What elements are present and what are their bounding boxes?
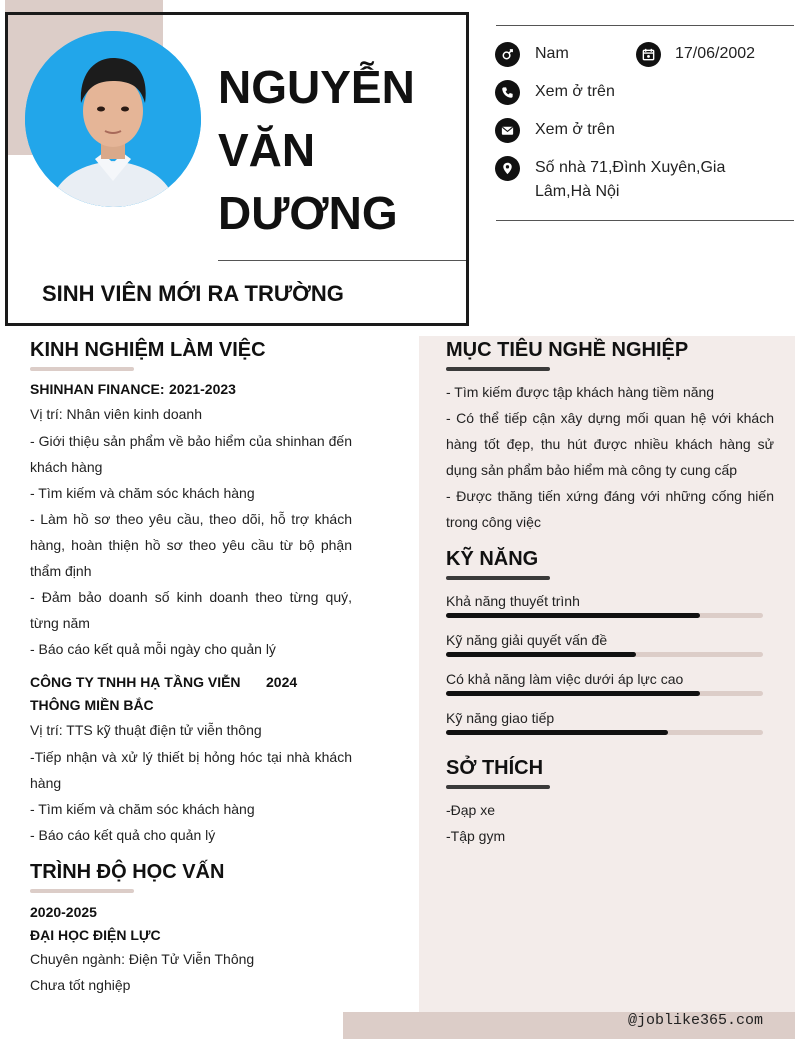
objective-list xyxy=(446,379,774,535)
profile-photo xyxy=(25,31,201,207)
skill-1-bar xyxy=(446,613,763,618)
hobby-item: -Đạp xe xyxy=(446,802,496,818)
job-2-position: Vị trí: TTS kỹ thuật điện tử viễn thông xyxy=(30,722,262,738)
phone-value: Xem ở trên xyxy=(535,83,615,100)
skill-2-label: Kỹ năng giải quyết vấn đề xyxy=(446,632,608,648)
education-status: Chưa tốt nghiệp xyxy=(30,977,131,993)
skill-3-fill xyxy=(446,691,700,696)
job-2-company-line-1: CÔNG TY TNHH HẠ TẦNG VIỄN xyxy=(30,674,241,690)
list-item: - Báo cáo kết quả cho quản lý xyxy=(30,827,216,843)
name-line-3: DƯƠNG xyxy=(218,187,398,239)
list-item: - Giới thiệu sản phẩm về bảo hiểm của shinhan đến khách hàng xyxy=(30,433,352,475)
location-icon xyxy=(495,156,520,181)
skill-4-fill xyxy=(446,730,668,735)
experience-heading: KINH NGHIỆM LÀM VIỆC xyxy=(30,339,266,361)
skill-1-fill xyxy=(446,613,700,618)
list-item: - Tìm kiếm được tập khách hàng tiềm năng xyxy=(446,384,715,400)
education-period: 2020-2025 xyxy=(30,904,97,920)
name-line-2: VĂN xyxy=(218,124,316,176)
candidate-name xyxy=(218,56,415,245)
list-item: - Tìm kiếm và chăm sóc khách hàng xyxy=(30,801,255,817)
list-item: - Được thăng tiến xứng đáng với những cống hiến trong công việc xyxy=(446,488,774,530)
gender-value: Nam xyxy=(535,45,569,62)
education-heading: TRÌNH ĐỘ HỌC VẤN xyxy=(30,861,225,883)
objective-heading: MỤC TIÊU NGHỀ NGHIỆP xyxy=(446,339,689,361)
job-1-period: 2021-2023 xyxy=(169,381,236,397)
education-underline xyxy=(30,889,134,893)
list-item: - Đảm bảo doanh số kinh doanh theo từng quý, từng năm xyxy=(30,589,352,631)
skill-1-label: Khả năng thuyết trình xyxy=(446,593,580,609)
watermark: @joblike365.com xyxy=(628,1012,764,1029)
job-2-duties xyxy=(30,744,352,848)
skill-2-fill xyxy=(446,652,636,657)
phone-icon xyxy=(495,80,520,105)
list-item: - Báo cáo kết quả mỗi ngày cho quản lý xyxy=(30,641,276,657)
name-divider xyxy=(218,260,466,261)
calendar-icon xyxy=(636,42,661,67)
education-major: Chuyên ngành: Điện Tử Viễn Thông xyxy=(30,951,255,967)
address-value: Số nhà 71,Đình Xuyên,Gia Lâm,Hà Nội xyxy=(535,159,726,200)
skill-4-bar xyxy=(446,730,763,735)
skill-2-bar xyxy=(446,652,763,657)
job-1-company: SHINHAN FINANCE: xyxy=(30,381,165,397)
skill-3-bar xyxy=(446,691,763,696)
list-item: - Tìm kiếm và chăm sóc khách hàng xyxy=(30,485,255,501)
contact-divider-bottom xyxy=(496,220,794,221)
education-school: ĐẠI HỌC ĐIỆN LỰC xyxy=(30,927,161,943)
job-title: SINH VIÊN MỚI RA TRƯỜNG xyxy=(42,281,344,306)
hobbies-heading: SỞ THÍCH xyxy=(446,757,544,779)
avatar xyxy=(25,31,201,207)
skills-underline xyxy=(446,576,550,580)
skill-3-label: Có khả năng làm việc dưới áp lực cao xyxy=(446,671,684,687)
gender-icon xyxy=(495,42,520,67)
job-2-company-line-2: THÔNG MIỀN BẮC xyxy=(30,697,154,713)
skills-heading: KỸ NĂNG xyxy=(446,548,539,570)
job-1-position: Vị trí: Nhân viên kinh doanh xyxy=(30,406,202,422)
job-1-duties xyxy=(30,428,352,662)
birthday-value: 17/06/2002 xyxy=(675,45,756,62)
hobby-item: -Tập gym xyxy=(446,828,506,844)
email-value: Xem ở trên xyxy=(535,121,615,138)
hobbies-underline xyxy=(446,785,550,789)
list-item: - Có thể tiếp cận xây dựng mối quan hệ với khách hàng tốt đẹp, thu hút được nhiều khách hàng sử dụng sản phẩm bảo hiểm mà công ty cung cấp xyxy=(446,410,774,478)
contact-divider-top xyxy=(496,25,794,26)
list-item: - Làm hồ sơ theo yêu cầu, theo dõi, hỗ trợ khách hàng, hoàn thiện hồ sơ theo yêu cầu từ bộ phận thẩm định xyxy=(30,511,352,579)
email-icon xyxy=(495,118,520,143)
objective-underline xyxy=(446,367,550,371)
experience-underline xyxy=(30,367,134,371)
list-item: -Tiếp nhận và xử lý thiết bị hỏng hóc tại nhà khách hàng xyxy=(30,749,352,791)
job-2-period: 2024 xyxy=(266,674,298,690)
skill-4-label: Kỹ năng giao tiếp xyxy=(446,710,555,726)
name-line-1: NGUYỄN xyxy=(218,61,415,113)
